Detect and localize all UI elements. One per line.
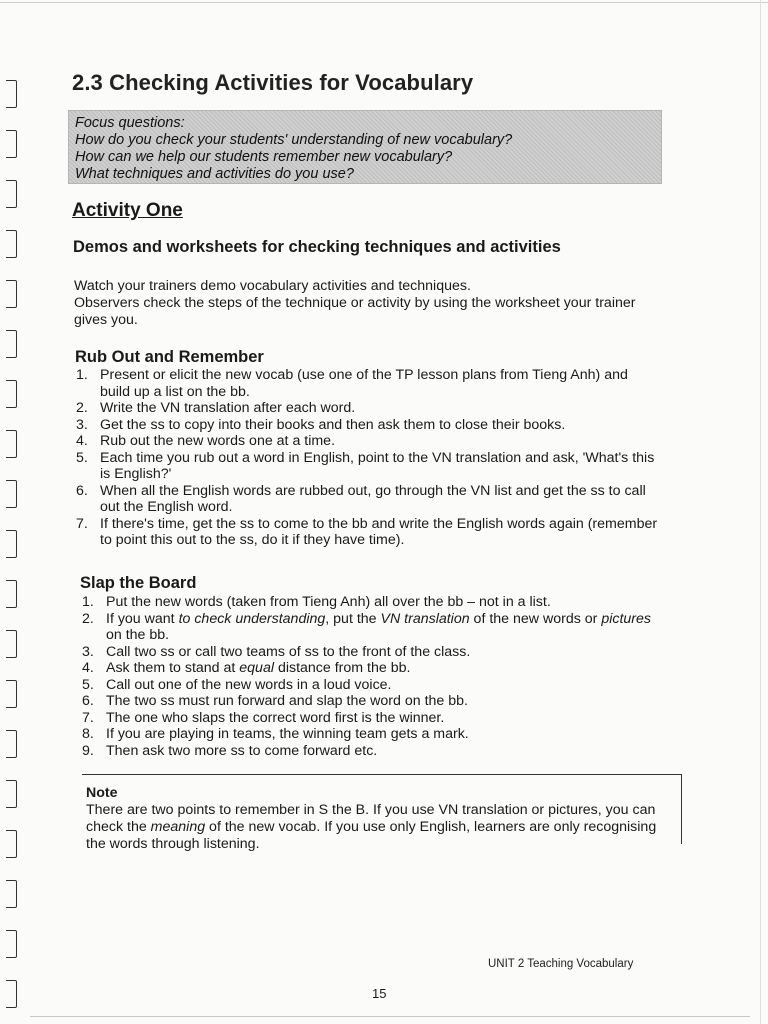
step-number: 9. xyxy=(82,742,94,759)
list-item xyxy=(80,660,670,677)
binding-ring xyxy=(6,930,17,958)
list-item xyxy=(74,516,660,549)
step-text: Each time you rub out a word in English, point to the VN translation and ask, 'What's this is English?' xyxy=(100,449,655,482)
note-text-part: of the new vocab. If you use only English, learners are only recognising the words through listening. xyxy=(86,819,657,852)
top-edge-line xyxy=(0,2,768,3)
step-text-emphasis: pictures xyxy=(601,610,651,627)
note-text-part: There are two points to remember in S the B. If you use VN translation or pictures, you can check the xyxy=(86,802,656,835)
step-number: 1. xyxy=(82,594,94,610)
step-number: 8. xyxy=(82,726,94,742)
list-item xyxy=(74,450,660,483)
note-text-emphasis: meaning xyxy=(150,819,206,835)
rub-out-heading: Rub Out and Remember xyxy=(75,348,264,366)
step-text-emphasis: equal xyxy=(239,660,274,676)
note-title: Note xyxy=(86,785,118,801)
list-item xyxy=(80,677,670,694)
activity-intro xyxy=(74,278,664,329)
bottom-edge-line xyxy=(30,1016,750,1017)
binding-ring xyxy=(6,580,17,608)
binding-ring xyxy=(6,780,17,808)
binding-ring xyxy=(6,380,17,408)
binding-ring xyxy=(6,630,17,658)
step-text xyxy=(106,660,410,676)
step-number: 7. xyxy=(82,709,94,726)
slap-board-heading: Slap the Board xyxy=(80,574,197,592)
list-item xyxy=(80,693,670,710)
step-text-part: , put the xyxy=(325,610,381,627)
binding-ring xyxy=(6,830,17,858)
step-text-part: If you want xyxy=(106,610,179,627)
list-item xyxy=(74,367,660,400)
list-item xyxy=(74,483,660,516)
step-text: Then ask two more ss to come forward etc. xyxy=(106,742,378,759)
step-number: 1. xyxy=(76,367,88,383)
step-text: Write the VN translation after each word. xyxy=(100,400,356,416)
step-text: If there's time, get the ss to come to the bb and write the English words again (remember to point this out to the ss, do it if they have time). xyxy=(100,515,658,548)
step-text: Put the new words (taken from Tieng Anh) all over the bb – not in a list. xyxy=(106,594,551,610)
rub-out-steps xyxy=(74,367,660,549)
focus-question: What techniques and activities do you use? xyxy=(75,166,354,182)
step-number: 3. xyxy=(76,416,88,433)
list-item xyxy=(74,417,660,434)
binding-ring xyxy=(6,980,17,1008)
note-text xyxy=(86,802,677,853)
binding-ring xyxy=(6,180,17,208)
step-number: 2. xyxy=(76,400,88,416)
list-item xyxy=(74,433,660,450)
activity-heading: Activity One xyxy=(72,200,183,221)
step-text: Call out one of the new words in a loud voice. xyxy=(106,676,392,693)
binding-ring xyxy=(6,80,17,108)
page-number: 15 xyxy=(372,986,387,1001)
intro-line: Watch your trainers demo vocabulary activities and techniques. xyxy=(74,278,471,294)
step-text-part: distance from the bb. xyxy=(274,660,411,676)
step-text: Call two ss or call two teams of ss to the front of the class. xyxy=(106,643,471,660)
list-item xyxy=(80,644,670,661)
step-number: 5. xyxy=(76,449,88,466)
binding-ring xyxy=(6,280,17,308)
step-text-part: Ask them to stand at xyxy=(106,660,240,676)
focus-questions-box xyxy=(68,110,662,184)
step-text-part: of the new words or xyxy=(469,610,602,627)
binding-ring xyxy=(6,880,17,908)
slap-board-steps xyxy=(80,594,670,759)
binding-ring xyxy=(6,130,17,158)
step-number: 4. xyxy=(76,433,88,449)
step-text: When all the English words are rubbed out, go through the VN list and get the ss to call out the English word. xyxy=(100,482,646,515)
step-number: 4. xyxy=(82,660,94,676)
list-item xyxy=(80,743,670,760)
activity-subheading: Demos and worksheets for checking techniques and activities xyxy=(73,238,561,256)
right-edge-line xyxy=(760,0,761,1024)
list-item xyxy=(74,400,660,417)
list-item xyxy=(80,710,670,727)
footer-unit-label: UNIT 2 Teaching Vocabulary xyxy=(488,958,634,970)
step-text: Present or elicit the new vocab (use one of the TP lesson plans from Tieng Anh) and build up a list on the bb. xyxy=(100,367,628,400)
step-number: 3. xyxy=(82,643,94,660)
section-title: 2.3 Checking Activities for Vocabulary xyxy=(72,70,474,95)
step-text: Get the ss to copy into their books and then ask them to close their books. xyxy=(100,416,566,433)
binding-ring xyxy=(6,680,17,708)
step-number: 6. xyxy=(82,693,94,709)
step-text-part: on the bb. xyxy=(106,627,170,643)
list-item xyxy=(80,594,670,611)
binding-ring xyxy=(6,480,17,508)
step-text-emphasis: VN translation xyxy=(380,610,470,627)
step-text: The two ss must run forward and slap the word on the bb. xyxy=(106,693,468,709)
step-text: Rub out the new words one at a time. xyxy=(100,433,336,449)
binding-ring xyxy=(6,530,17,558)
focus-question: How can we help our students remember new vocabulary? xyxy=(75,149,453,165)
step-text: If you are playing in teams, the winning team gets a mark. xyxy=(106,726,469,742)
intro-line: Observers check the steps of the technique or activity by using the worksheet your trainer gives you. xyxy=(74,295,636,328)
focus-question: How do you check your students' understanding of new vocabulary? xyxy=(75,132,513,148)
step-text-emphasis: to check understanding xyxy=(178,610,326,627)
focus-heading: Focus questions: xyxy=(75,115,185,131)
list-item xyxy=(80,611,670,644)
note-box xyxy=(82,774,682,852)
step-text: The one who slaps the correct word first is the winner. xyxy=(106,709,445,726)
step-number: 5. xyxy=(82,676,94,693)
binding-ring xyxy=(6,430,17,458)
step-number: 6. xyxy=(76,482,88,499)
step-number: 7. xyxy=(76,515,88,532)
binding-ring xyxy=(6,230,17,258)
binding-ring xyxy=(6,730,17,758)
binding-ring xyxy=(6,330,17,358)
step-number: 2. xyxy=(82,610,94,627)
list-item xyxy=(80,726,670,743)
step-text xyxy=(106,611,651,644)
